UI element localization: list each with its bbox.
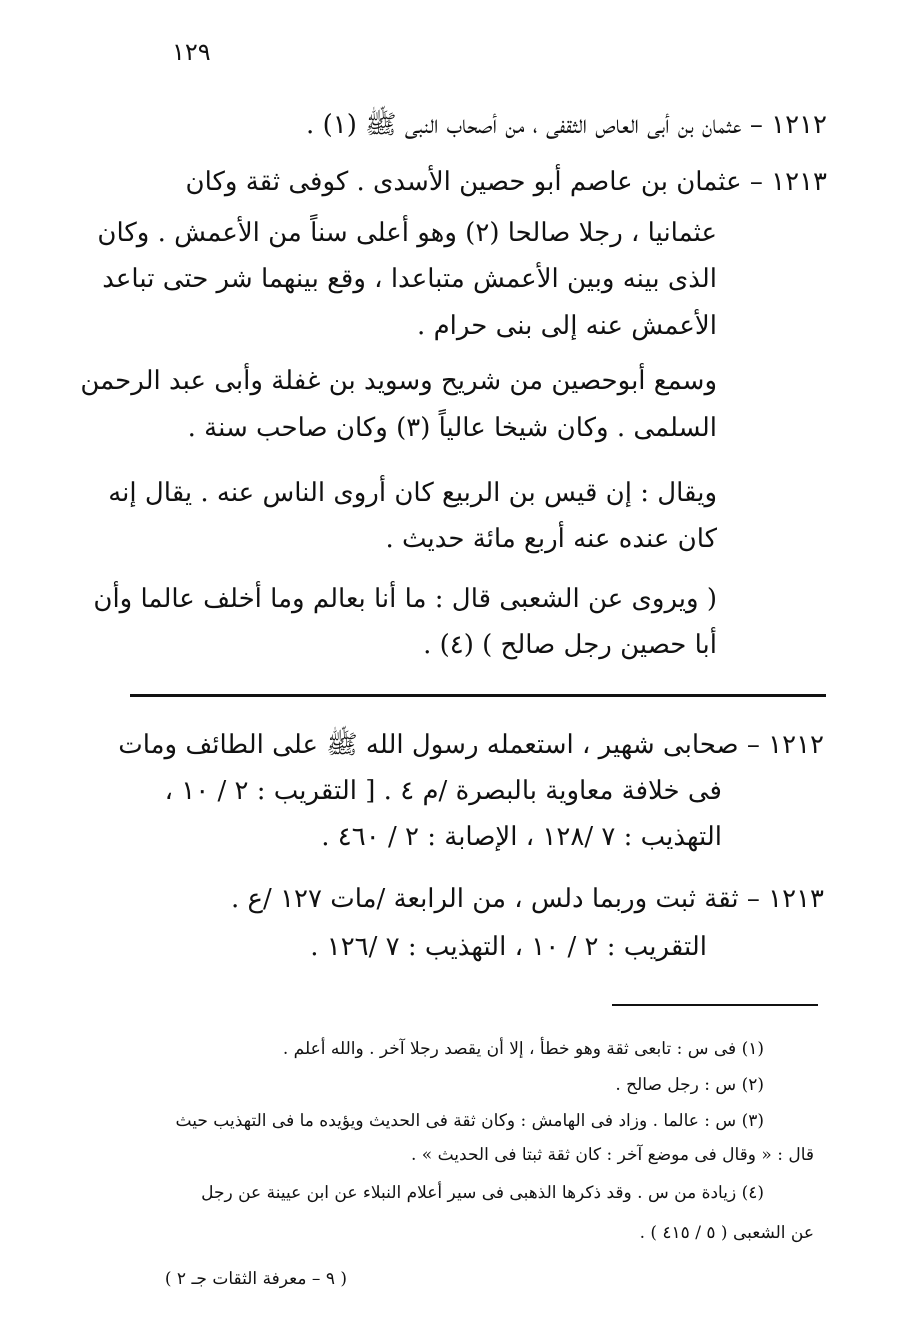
footnote-divider [612, 1004, 818, 1006]
footnote-line: (٣) س : عالما . وزاد فى الهامش : وكان ثقة فى الحديث ويؤيده ما فى التهذيب حيث [175, 1111, 764, 1131]
entry-line: السلمى . وكان شيخا عالياً (٣) وكان صاحب سنة . [187, 413, 717, 443]
footnote-line: عن الشعبى ( ٥ / ٤١٥ ) . [639, 1223, 814, 1243]
footnote-line: (١) فى س : تابعى ثقة وهو خطأ ، إلا أن يقصد رجلا آخر . والله أعلم . [282, 1039, 764, 1059]
main-divider [130, 694, 826, 697]
note-line: ١٢١٢ – صحابى شهير ، استعمله رسول الله ﷺ على الطائف ومات [118, 730, 824, 760]
entry-line: الأعمش عنه إلى بنى حرام . [417, 311, 717, 341]
page-number: ١٢٩ [172, 38, 211, 66]
footnote-line: قال : « وقال فى موضع آخر : كان ثقة ثبتا فى الحديث » . [410, 1145, 814, 1165]
entry-line: ١٢١٣ – عثمان بن عاصم أبو حصين الأسدى . كوفى ثقة وكان [185, 167, 827, 197]
footnote-line: (٢) س : رجل صالح . [615, 1075, 764, 1095]
entry-line: ( ويروى عن الشعبى قال : ما أنا بعالم وما أخلف عالما وأن [93, 584, 717, 614]
footnote-line: (٤) زيادة من س . وقد ذكرها الذهبى فى سير أعلام النبلاء عن ابن عيينة عن رجل [201, 1183, 764, 1203]
note-line: فى خلافة معاوية بالبصرة /م ٤ . [ التقريب : ٢ / ١٠ ، [164, 776, 722, 806]
entry-line: وسمع أبوحصين من شريح وسويد بن غفلة وأبى عبد الرحمن [80, 366, 717, 396]
entry-line: ١٢١٢ – عثمان بن أبى العاص الثقفى ، من أصحاب النبى ﷺ (١) . [306, 110, 827, 140]
entry-line: ويقال : إن قيس بن الربيع كان أروى الناس عنه . يقال إنه [108, 478, 717, 508]
entry-line: الذى بينه وبين الأعمش متباعدا ، وقع بينهما شر حتى تباعد [102, 264, 717, 294]
note-line: التهذيب : ٧ /١٢٨ ، الإصابة : ٢ / ٤٦٠ . [321, 822, 722, 852]
entry-line: كان عنده عنه أربع مائة حديث . [385, 524, 717, 554]
signature-mark: ( ٩ – معرفة الثقات جـ ٢ ) [164, 1269, 347, 1289]
entry-line: عثمانيا ، رجلا صالحا (٢) وهو أعلى سناً من الأعمش . وكان [97, 218, 717, 248]
entry-line: أبا حصين رجل صالح ) (٤) . [423, 630, 717, 660]
note-line: ١٢١٣ – ثقة ثبت وربما دلس ، من الرابعة /مات ١٢٧ /ع . [230, 884, 824, 914]
note-line: التقريب : ٢ / ١٠ ، التهذيب : ٧ /١٢٦ . [310, 932, 707, 962]
